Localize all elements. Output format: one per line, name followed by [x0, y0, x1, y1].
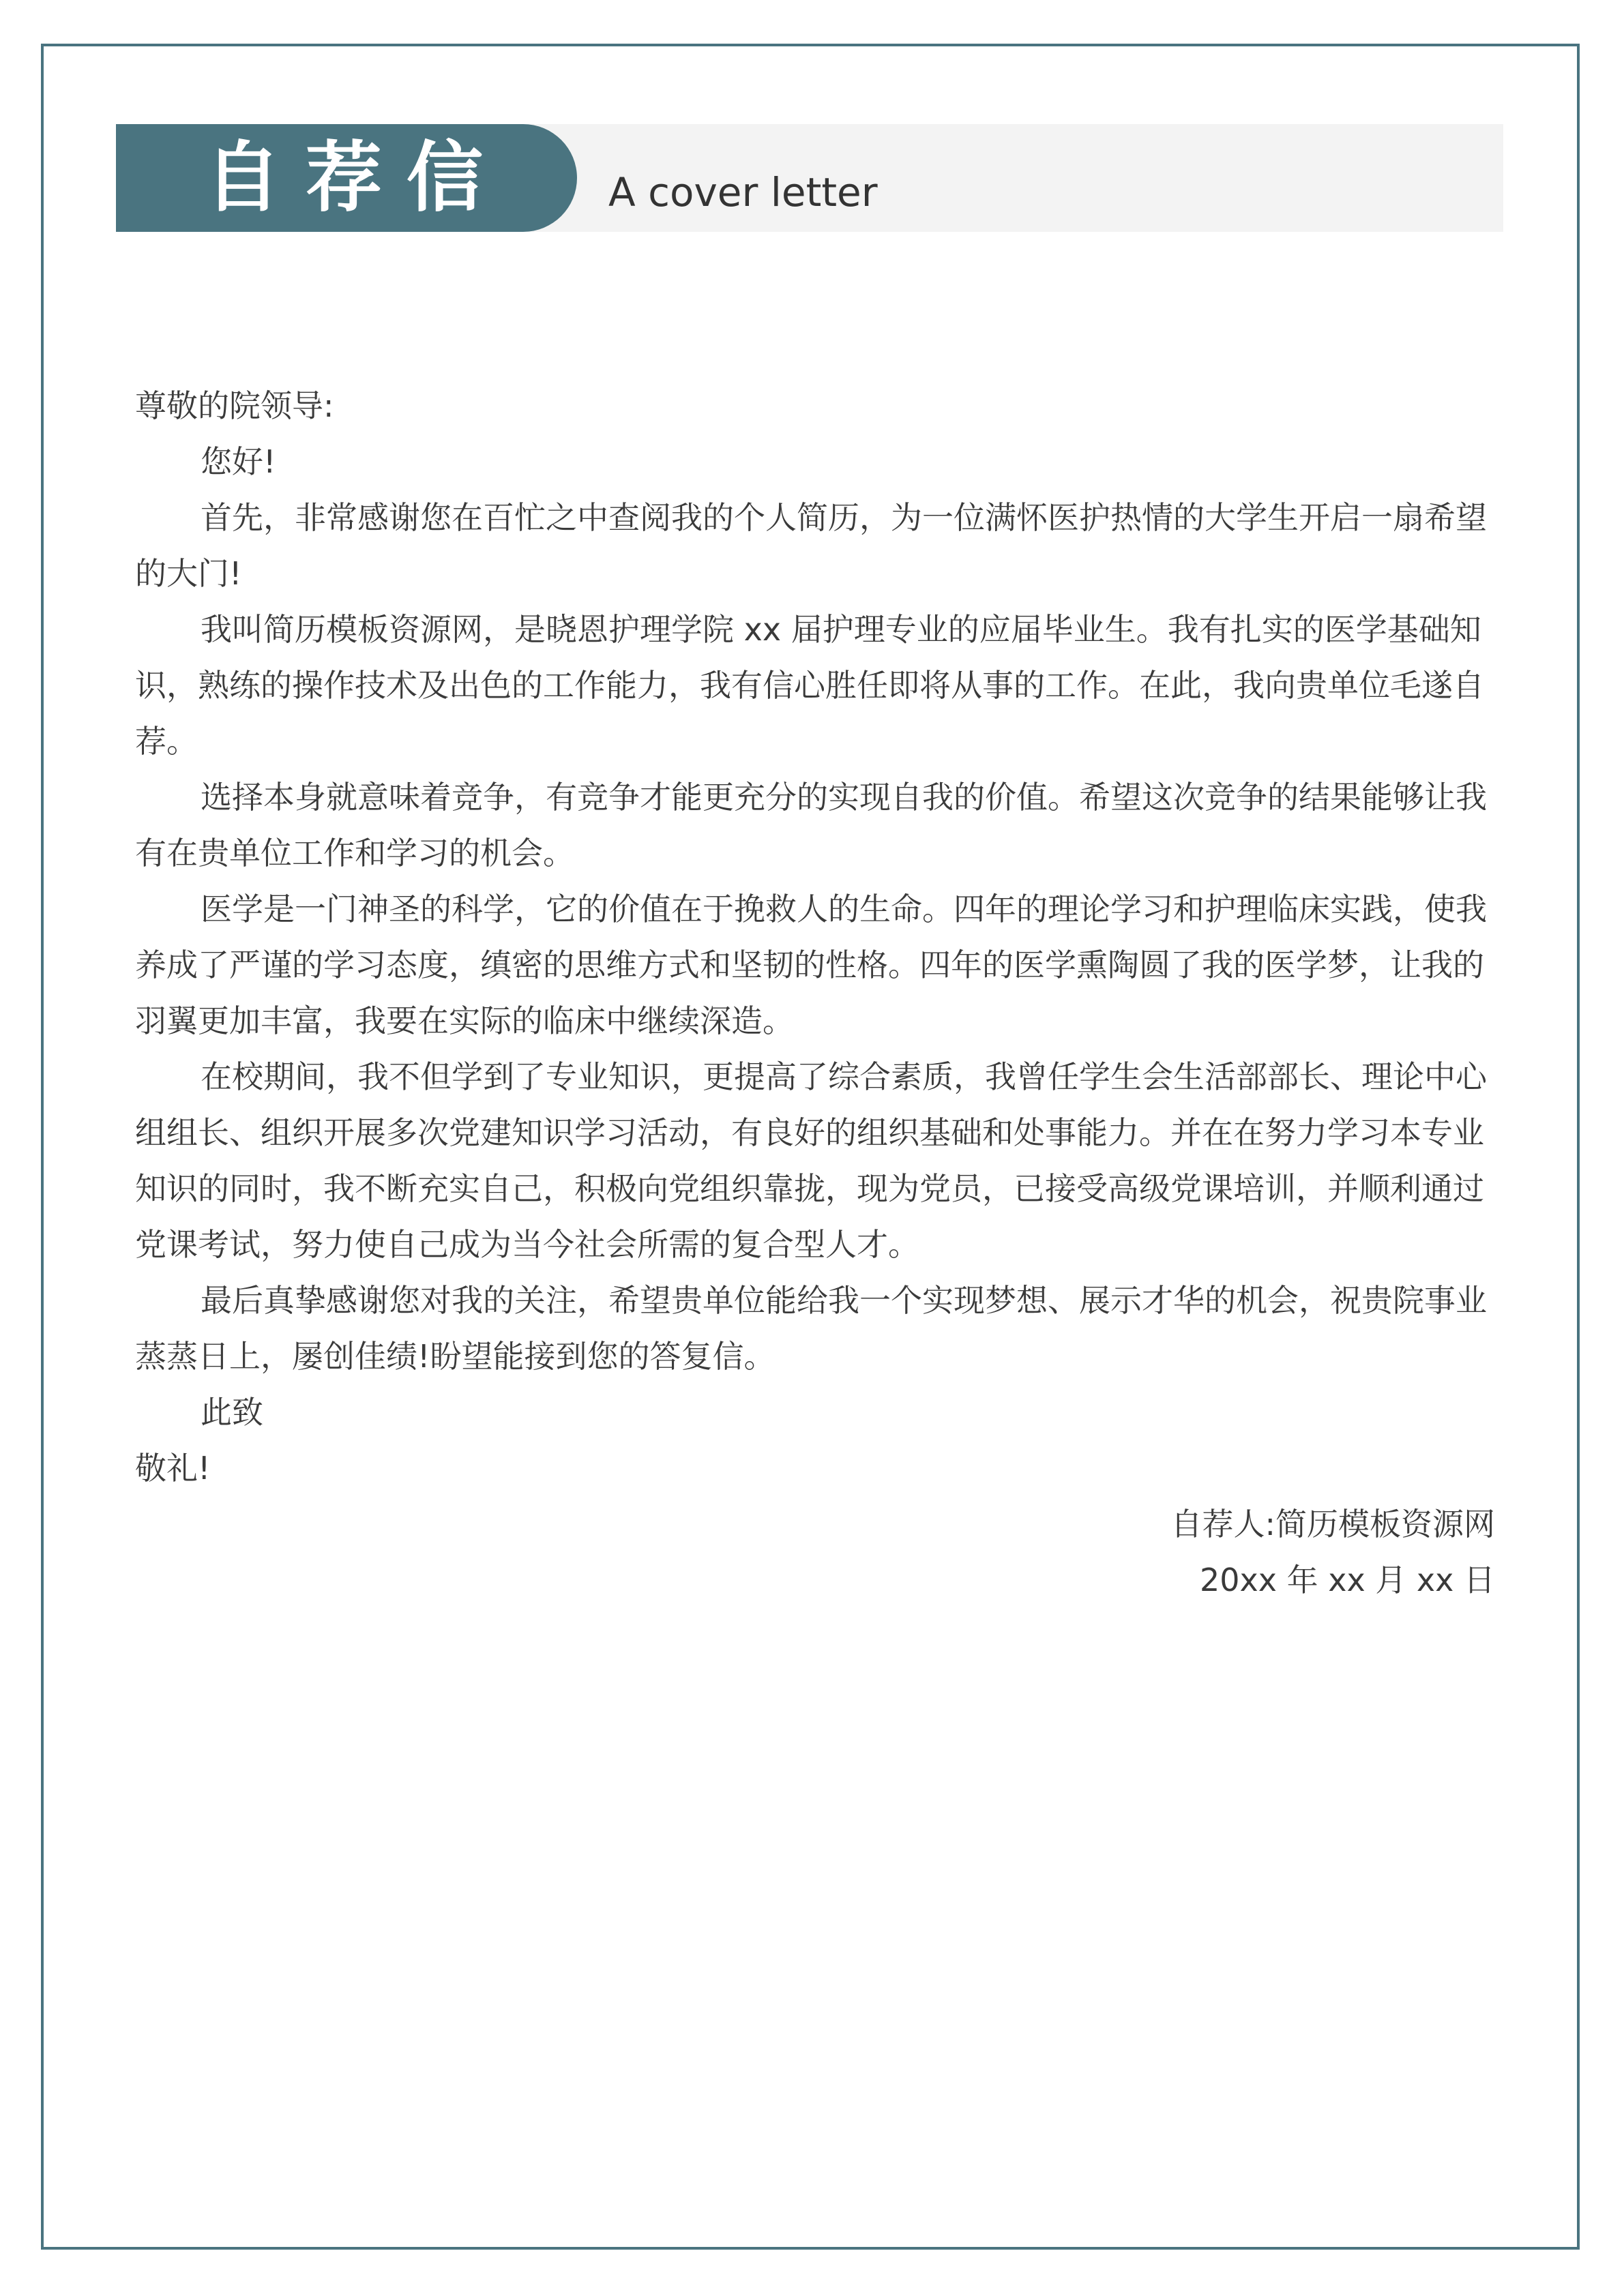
page-subtitle: A cover letter: [608, 169, 878, 215]
paragraph-6: 最后真挚感谢您对我的关注，希望贵单位能给我一个实现梦想、展示才华的机会，祝贵院事业蒸蒸日上，屡创佳绩!盼望能接到您的答复信。: [135, 1282, 1487, 1375]
greeting: 您好!: [201, 443, 276, 480]
signature: 自荐人:简历模板资源网: [1170, 1506, 1495, 1542]
closing-line-2: 敬礼!: [135, 1450, 211, 1487]
paragraph-3: 选择本身就意味着竞争，有竞争才能更充分的实现自我的价值。希望这次竞争的结果能够让我有在贵单位工作和学习的机会。: [135, 779, 1487, 871]
date: 20xx 年 xx 月 xx 日: [1200, 1562, 1495, 1598]
page-title: 自荐信: [205, 134, 507, 222]
paragraph-5: 在校期间，我不但学到了专业知识，更提高了综合素质，我曾任学生会生活部部长、理论中心组组长、组织开展多次党建知识学习活动，有良好的组织基础和处事能力。并在在努力学习本专业知识的同时，我不断充实自己，积极向党组织靠拢，现为党员，已接受高级党课培训，并顺利通过党课考试，努力使自己成为当今社会所需的复合型人才。: [135, 1058, 1487, 1263]
letter-body: [135, 378, 1495, 1608]
paragraph-2: 我叫简历模板资源网，是晓恩护理学院 xx 届护理专业的应届毕业生。我有扎实的医学基础知识，熟练的操作技术及出色的工作能力，我有信心胜任即将从事的工作。在此，我向贵单位毛遂自荐。: [135, 611, 1484, 760]
closing-line-1: 此致: [201, 1394, 263, 1431]
salutation: 尊敬的院领导:: [135, 387, 334, 424]
paragraph-4: 医学是一门神圣的科学，它的价值在于挽救人的生命。四年的理论学习和护理临床实践，使我养成了严谨的学习态度，缜密的思维方式和坚韧的性格。四年的医学熏陶圆了我的医学梦，让我的羽翼更加丰富，我要在实际的临床中继续深造。: [135, 891, 1487, 1039]
paragraph-1: 首先，非常感谢您在百忙之中查阅我的个人简历，为一位满怀医护热情的大学生开启一扇希望的大门!: [135, 499, 1487, 592]
